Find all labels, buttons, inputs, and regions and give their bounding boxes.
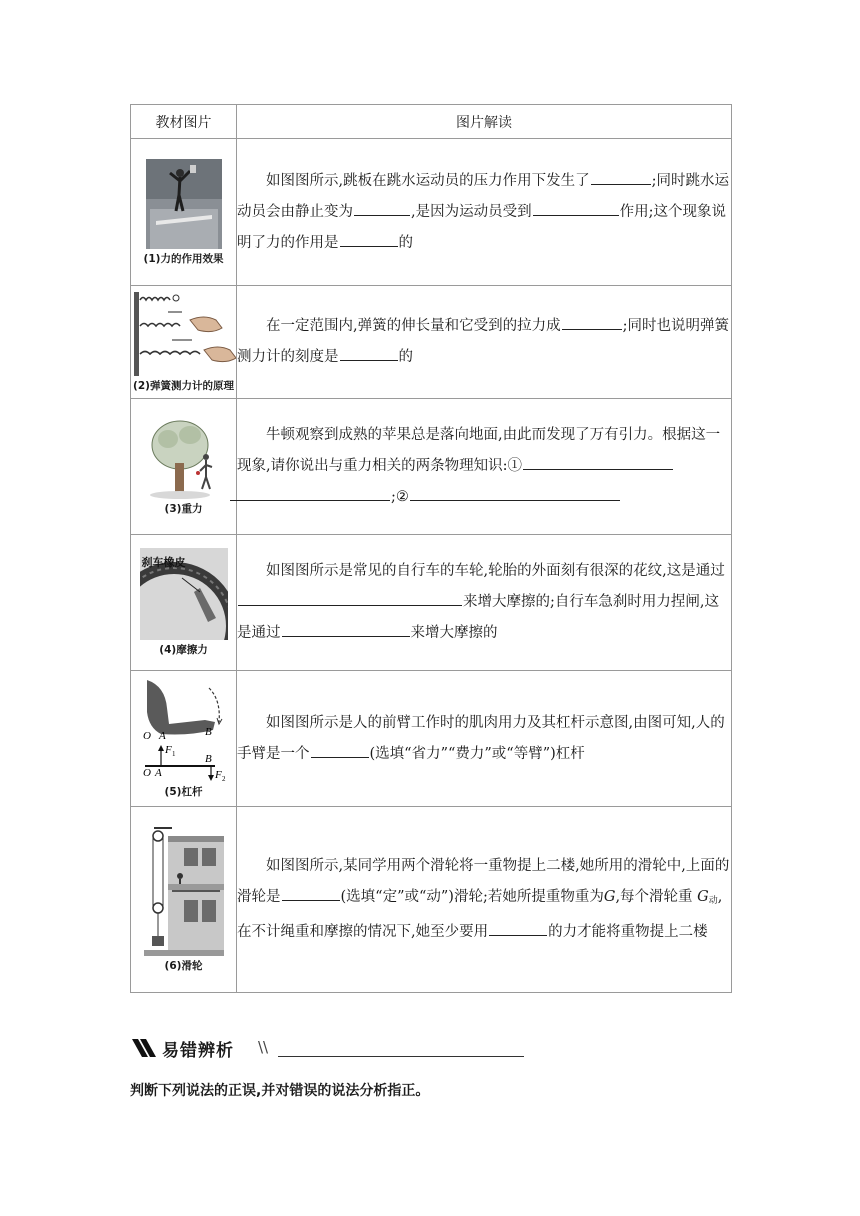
question-text: 作用;这个现象说明了力的作用是 (237, 203, 726, 251)
header-image-interpretation: 图片解读 (237, 105, 732, 139)
question-text: ,在不计绳重和摩擦的情况下,她至少要用 (237, 889, 723, 940)
figure-caption: (1)力的作用效果 (143, 252, 224, 265)
question-text: ;同时也说明弹簧测力计的刻度是 (237, 318, 729, 365)
interpretation-cell (237, 807, 732, 993)
forearm-lever-diagram (139, 678, 229, 782)
question-text: 的 (398, 234, 413, 251)
figure-cell-spring-scale (131, 286, 237, 399)
question-text: 如图图所示是人的前臂工作时的肌肉用力及其杠杆示意图,由图可知,人的手臂是一个 (237, 714, 725, 762)
figure-cell-pulley (131, 807, 237, 993)
question-text: 牛顿观察到成熟的苹果总是落向地面,由此而发现了万有引力。根据这一现象,请你说出与重力相关的两条物理知识:① (237, 427, 721, 474)
answer-blank[interactable] (523, 451, 673, 470)
figure-caption: (5)杠杆 (164, 786, 203, 798)
answer-blank[interactable] (562, 311, 622, 330)
header-textbook-image: 教材图片 (131, 105, 237, 139)
question-text: ,是因为运动员受到 (411, 203, 532, 220)
question-text: 如图图所示是常见的自行车的车轮,轮胎的外面刻有很深的花纹,这是通过 (266, 563, 725, 579)
question-text: 的力才能将重物提上二楼 (548, 924, 708, 940)
section-deco-slashes: \\ (258, 1038, 269, 1056)
table-row (131, 535, 732, 671)
answer-blank[interactable] (354, 197, 410, 216)
interpretation-cell (237, 671, 732, 807)
pulley-weight-subscript: 动 (708, 896, 718, 906)
question-text: ;同时跳水运动员会由静止变为 (237, 172, 729, 220)
figure-caption: (4)摩擦力 (159, 644, 208, 656)
label-b-top: B (204, 726, 212, 738)
answer-blank[interactable] (238, 587, 462, 606)
label-b-bottom: B (204, 753, 212, 765)
newton-apple-tree-illustration (144, 417, 224, 499)
interpretation-cell (237, 399, 732, 535)
label-a-top: A (158, 730, 166, 742)
label-o-top: O (142, 730, 151, 742)
table-row (131, 286, 732, 399)
answer-blank[interactable] (311, 739, 369, 758)
answer-blank[interactable] (489, 917, 547, 936)
question-text: 的 (398, 349, 413, 365)
question-text: 来增大摩擦的 (410, 625, 498, 641)
answer-blank[interactable] (282, 882, 340, 901)
question-text: 在一定范围内,弹簧的伸长量和它受到的拉力成 (266, 318, 561, 334)
section-heading (130, 1036, 550, 1062)
label-a-bottom: A (154, 767, 162, 779)
question-text: ,每个滑轮重 (615, 889, 693, 905)
figure-cell-gravity (131, 399, 237, 535)
textbook-figure-table (130, 104, 732, 993)
answer-blank[interactable] (533, 197, 619, 216)
table-header-row (131, 105, 732, 139)
table-row (131, 671, 732, 807)
figure-cell-force-effect (131, 139, 237, 286)
figure-caption: (2)弹簧测力计的原理 (133, 379, 234, 392)
question-text: (选填“省力”“费力”或“等臂”)杠杆 (369, 745, 585, 762)
question-text: (选填“定”或“动”)滑轮;若她所提重物重为 (340, 889, 604, 905)
instruction-text: 判断下列说法的正误,并对错误的说法分析指正。 (130, 1083, 430, 1099)
figure-caption: (3)重力 (164, 503, 203, 515)
question-text: 如图图所示,某同学用两个滑轮将一重物提上二楼,她所用的滑轮中,上面的滑轮是 (237, 858, 730, 905)
interpretation-cell (237, 139, 732, 286)
figure-cell-lever (131, 671, 237, 807)
bicycle-wheel-figure (140, 548, 228, 640)
diving-board-illustration (146, 159, 222, 249)
answer-blank[interactable] (340, 228, 398, 247)
spring-stretch-illustration (132, 292, 236, 376)
answer-blank[interactable] (591, 166, 651, 185)
question-text: 如图图所示,跳板在跳水运动员的压力作用下发生了 (266, 172, 590, 189)
figure-cell-friction (131, 535, 237, 671)
table-row (131, 399, 732, 535)
section-title: 易错辨析 (162, 1041, 234, 1061)
question-text: 来增大摩擦的;自行车急刹时用力捏闸,这是通过 (237, 594, 719, 641)
question-text: ;② (391, 489, 409, 505)
section-slash-icon (130, 1037, 158, 1059)
pulley-building-illustration (144, 826, 224, 956)
label-o-bottom: O (142, 767, 151, 779)
table-row (131, 139, 732, 286)
section-rule (278, 1056, 524, 1057)
figure-caption: (6)滑轮 (164, 960, 203, 972)
answer-blank[interactable] (230, 482, 390, 501)
label-f2-sub: 2 (221, 775, 225, 782)
label-f2: F (214, 769, 222, 781)
answer-blank[interactable] (282, 618, 410, 637)
interpretation-cell (237, 286, 732, 399)
pulley-weight-symbol: G (697, 889, 709, 905)
brake-rubber-label: 刹车橡皮 (141, 556, 186, 569)
answer-blank[interactable] (410, 482, 620, 501)
interpretation-cell (237, 535, 732, 671)
label-f1: F (164, 744, 172, 756)
table-row (131, 807, 732, 993)
answer-blank[interactable] (340, 342, 398, 361)
label-f1-sub: 1 (171, 750, 175, 758)
weight-symbol: G (603, 889, 616, 905)
